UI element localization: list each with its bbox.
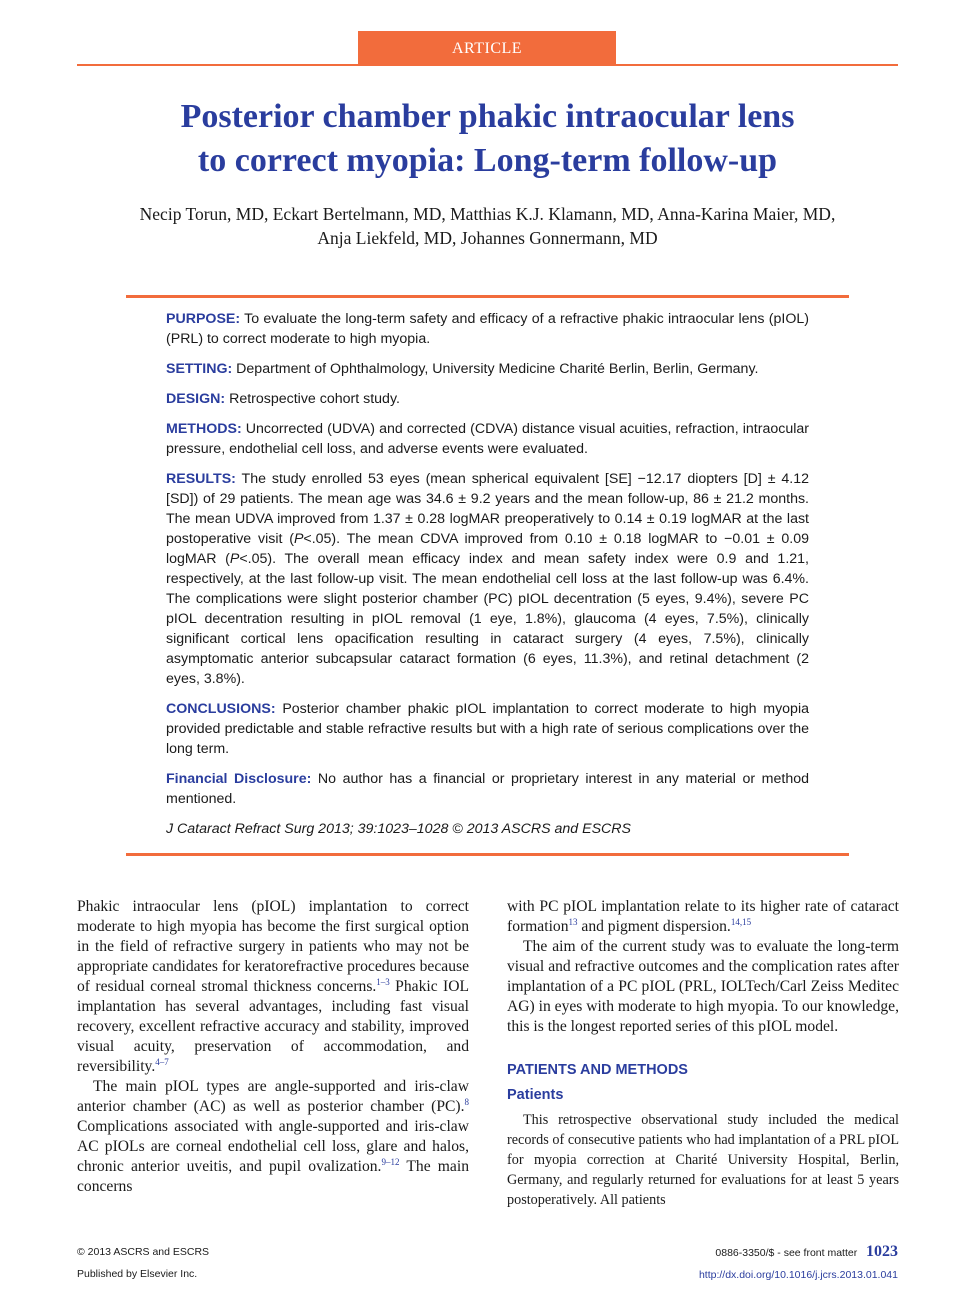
intro-p2-text-a: The main pIOL types are angle-supported and iris-claw anterior chamber (AC) as well as posterior chamber (PC). [77,1078,469,1115]
footer-copyright: © 2013 ASCRS and ESCRS [77,1246,210,1258]
title-line-2: to correct myopia: Long-term follow-up [197,142,778,179]
footer-right [699,1241,898,1286]
footer-left [77,1241,209,1285]
footer-issn-line [699,1241,898,1264]
reference-link[interactable]: 14,15 [730,917,752,927]
authors-line-1: Necip Torun, MD, Eckart Bertelmann, MD, Matthias K.J. Klamann, MD, Anna-Karina Maier, MD, [139,204,836,224]
abstract-setting [166,359,809,379]
abstract-results [166,469,809,689]
abstract [166,309,809,849]
conclusions-label: CONCLUSIONS: [166,701,276,717]
abstract-purpose [166,309,809,349]
authors-line-2: Anja Liekfeld, MD, Johannes Gonnermann, MD [317,228,658,248]
intro-r1-text-a: with PC pIOL implantation relate to its higher rate of cataract formation [507,898,899,935]
results-label: RESULTS: [166,471,236,487]
reference-link[interactable]: 4–7 [155,1057,169,1067]
intro-p2-text-b: Complications associated with angle-supported and iris-claw AC pIOLs are corneal endothelial cell loss, glare and halos, chronic anterior uveitis, and pupil ovalization. [77,1118,469,1175]
intro-paragraph-1 [77,897,469,1077]
section-heading: PATIENTS AND METHODS [507,1062,688,1078]
reference-link[interactable]: 13 [568,917,578,927]
purpose-text: To evaluate the long-term safety and efficacy of a refractive phakic intraocular lens (pIOL) (PRL) to correct moderate to high myopia. [166,311,809,347]
footer-issn: 0886-3350/$ - see front matter [715,1247,858,1259]
body-column-left [77,897,469,1197]
design-label: DESIGN: [166,391,226,407]
intro-r1-text-b: and pigment dispersion. [577,918,731,935]
abstract-top-rule [126,295,849,298]
intro-p1-text-a: Phakic intraocular lens (pIOL) implantation to correct moderate to high myopia has become the first surgical option in the field of refractive surgery in patients who may not be appropriate candidates for keratorefractive procedures because of residual corneal stromal thickness concerns. [77,898,469,995]
methods-label: METHODS: [166,421,242,437]
page-number: 1023 [866,1243,898,1260]
body-column-right [507,897,899,1210]
intro-paragraph-aim: The aim of the current study was to evaluate the long-term visual and refractive outcomes and the complication rates after implantation of a PC pIOL (PRL, IOLTech/Carl Zeiss Meditec AG) in eyes with moderate to high myopia. To our knowledge, this is the longest reported series of this pIOL model. [507,938,899,1035]
article-title [60,95,915,183]
p-value-symbol-2: P [229,551,240,567]
reference-link[interactable]: 9–12 [381,1157,400,1167]
intro-p2-text-c: The main concerns [77,1158,469,1195]
intro-p1-text-b: Phakic IOL implantation has several advantages, including fast visual recovery, excellent refractive accuracy and stability, improved visual acuity, preservation of accommodation, and reversibility. [77,978,469,1075]
reference-link[interactable]: 1–3 [376,977,390,987]
abstract-design [166,389,809,409]
conclusions-text: Posterior chamber phakic pIOL implantation to correct moderate to high myopia provided predictable and stable refractive results but with a high rate of serious complications over the long term. [166,701,809,757]
disclosure-text: No author has a financial or proprietary interest in any material or method mentioned. [166,771,809,807]
p-value-symbol-1: P [293,531,304,547]
abstract-methods [166,419,809,459]
subsection-heading: Patients [507,1087,564,1103]
results-text-a: The study enrolled 53 eyes (mean spherical equivalent [SE] −12.17 diopters [D] ± 4.12 [SD]) of 29 patients. The mean age was 34.6 ± 9.2 years and the mean follow-up, 86 ± 21.2 months. The mean UDVA improved from 1.37 ± 0.28 logMAR preoperatively to 0.14 ± 0.19 logMAR at the last postoperative visit ( [166,471,809,547]
author-list [70,202,905,250]
reference-link[interactable]: 8 [464,1097,469,1107]
patients-paragraph: This retrospective observational study included the medical records of consecutive patients who had implantation of a PRL pIOL for myopia correction at Charité University Hospital, Berlin, Germany, and regularly returned for evaluations for at least 5 years postoperatively. All patients [507,1112,899,1208]
footer-publisher: Published by Elsevier Inc. [77,1268,198,1280]
title-line-1: Posterior chamber phakic intraocular lens [180,98,795,135]
abstract-disclosure [166,769,809,809]
design-text: Retrospective cohort study. [229,391,400,407]
intro-paragraph-2 [77,1077,469,1197]
results-text-b: <.05). The mean CDVA improved from 0.10 ± 0.18 logMAR to −0.01 ± 0.09 logMAR ( [166,531,809,567]
doi-link[interactable]: http://dx.doi.org/10.1016/j.jcrs.2013.01.041 [698,1269,898,1281]
abstract-bottom-rule [126,853,849,856]
results-text-c: <.05). The overall mean efficacy index and mean safety index were 0.9 and 1.21, respectively, at the last follow-up visit. The mean endothelial cell loss at the last follow-up was 6.4%. The complications were slight posterior chamber (PC) pIOL decentration (5 eyes, 9.4%), severe PC pIOL decentration resulting in pIOL removal (1 eye, 1.8%), glaucoma (4 eyes, 7.5%), clinically significant cortical lens opacification resulting in cataract surgery (4 eyes, 7.5%), clinically asymptomatic anterior subcapsular cataract formation (6 eyes, 11.3%), and retinal detachment (2 eyes, 3.8%). [166,551,809,687]
purpose-label: PURPOSE: [166,311,241,327]
article-type-tag: ARTICLE [358,31,616,65]
intro-paragraph-continued [507,897,899,937]
journal-citation: J Cataract Refract Surg 2013; 39:1023–1028 © 2013 ASCRS and ESCRS [166,821,631,837]
methods-text: Uncorrected (UDVA) and corrected (CDVA) distance visual acuities, refraction, intraocular pressure, endothelial cell loss, and adverse events were evaluated. [166,421,809,457]
setting-text: Department of Ophthalmology, University Medicine Charité Berlin, Berlin, Germany. [236,361,759,377]
setting-label: SETTING: [166,361,233,377]
disclosure-label: Financial Disclosure: [166,771,312,787]
header-rule [77,64,898,66]
abstract-conclusions [166,699,809,759]
